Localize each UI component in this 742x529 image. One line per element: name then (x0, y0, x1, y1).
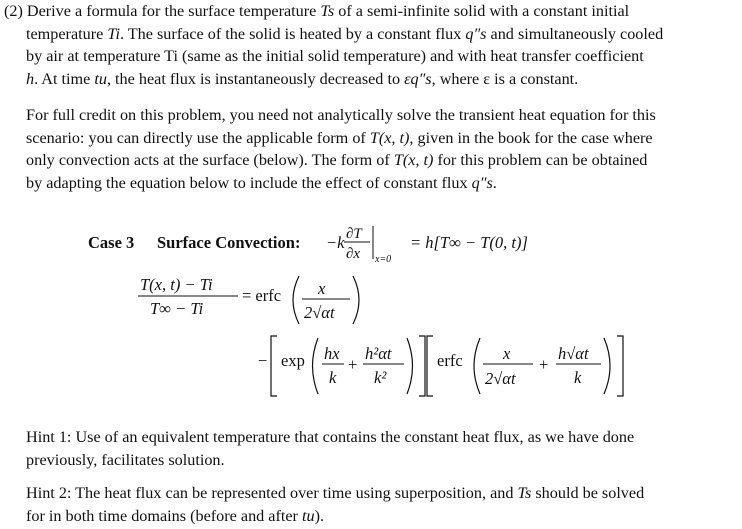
text-run: for in both time domains (before and after (26, 506, 302, 525)
text-run: only convection acts at the surface (below). The form of (26, 151, 394, 170)
symbol-Txt: T(x, t) (393, 151, 434, 170)
bc-den: ∂x (346, 246, 361, 262)
instructions-line-4 (26, 172, 742, 195)
instructions-line-2 (26, 127, 742, 150)
text-run: . At time (34, 69, 95, 88)
symbol-Ti: Ti (107, 24, 120, 43)
text-run: by adapting the equation below to include the effect of constant flux (26, 173, 472, 192)
f1-den: k (329, 368, 337, 387)
f4-den: k (574, 368, 582, 387)
erfc-arg-num: x (318, 279, 326, 298)
exp-label: exp (281, 351, 305, 370)
paren-left-1 (293, 276, 299, 324)
text-run: , given in the book for the case where (409, 128, 653, 147)
instructions-line-1: For full credit on this problem, you need not analytically solve the transient heat equation for this (26, 106, 656, 124)
text-run: . (492, 173, 497, 192)
symbol-h: h (26, 69, 35, 88)
instructions-paragraph (4, 104, 742, 194)
hint-1 (4, 426, 742, 471)
sol-den: T∞ − Ti (150, 299, 204, 318)
text-run: should be solved (531, 484, 645, 502)
text-run: scenario: you can directly use the applicable form of (26, 128, 370, 147)
case-title: Surface Convection: (157, 233, 301, 252)
bc-num: ∂T (346, 226, 362, 242)
symbol-Ts: Ts (517, 484, 532, 502)
hint-2-line-1 (26, 482, 742, 505)
symbol-tu: tu (94, 69, 107, 88)
bracket-right-2 (617, 336, 623, 396)
paren-right-3 (604, 338, 610, 394)
bc-rhs: = h[T∞ − T(0, t)] (410, 233, 528, 252)
statement-line-3: by air at temperature Ti (same as the initial solid temperature) and with heat transfer coefficient (26, 47, 644, 66)
text-run: Derive a formula for the surface temperature (26, 2, 321, 20)
case-label: Case 3 (88, 233, 135, 252)
bracket-left-2 (427, 336, 433, 396)
statement-line-4 (4, 68, 736, 91)
f1-num: hx (324, 344, 340, 363)
sol-eq-erfc: = erfc (242, 286, 282, 305)
f3-num: x (503, 344, 511, 363)
f2-num: h²αt (365, 344, 392, 363)
f4-num: h√αt (558, 344, 589, 363)
minus-sign: − (258, 351, 268, 370)
text-run: Hint 2: The heat flux can be represented over time using superposition, and (26, 484, 518, 502)
symbol-Ts: Ts (320, 2, 335, 20)
text-run: . The surface of the solid is heated by a constant flux (119, 24, 466, 43)
hint-2-line-2 (26, 505, 742, 528)
plus-1: + (348, 355, 358, 374)
erfc-label: erfc (437, 351, 463, 370)
bc-lhs: −k (326, 233, 345, 252)
paren-right-1 (353, 276, 359, 324)
symbol-Txt: T(x, t) (369, 128, 410, 147)
text-run: , the heat flux is instantaneously decreased to (106, 69, 405, 88)
instructions-line-3 (26, 149, 742, 172)
symbol-qs: q″s (465, 24, 487, 43)
statement-line-1 (4, 0, 736, 23)
symbol-tu: tu (302, 506, 315, 525)
paren-left-3 (474, 338, 480, 394)
symbol-eqs: εq″s (404, 69, 432, 88)
hint-1-line-2: previously, facilitates solution. (26, 450, 225, 469)
problem-statement (4, 0, 736, 90)
text-run: of a semi-infinite solid with a constant initial (334, 2, 630, 20)
hint-1-line-1: Hint 1: Use of an equivalent temperature that contains the constant heat flux, as we have done (26, 428, 635, 446)
text-run: for this problem can be obtained (433, 151, 648, 170)
text-run: and simultaneously cooled (486, 24, 664, 43)
plus-2: + (539, 355, 549, 374)
text-run: , where ε is a constant. (431, 69, 579, 88)
erfc-arg-den: 2√αt (304, 303, 335, 322)
problem-number: (2) (4, 2, 23, 20)
bracket-right (419, 336, 425, 396)
paren-right-2 (407, 338, 413, 394)
text-run: temperature (26, 24, 108, 43)
bracket-left (271, 336, 277, 396)
bc-sub: x=0 (375, 254, 392, 265)
sol-num: T(x, t) − Ti (140, 275, 213, 294)
f2-den: k² (374, 368, 387, 387)
f3-den: 2√αt (485, 369, 516, 388)
paren-left-2 (313, 338, 319, 394)
text-run: ). (314, 506, 325, 525)
symbol-qs: q″s (471, 173, 493, 192)
hint-2 (4, 482, 742, 527)
statement-line-2 (4, 23, 736, 46)
